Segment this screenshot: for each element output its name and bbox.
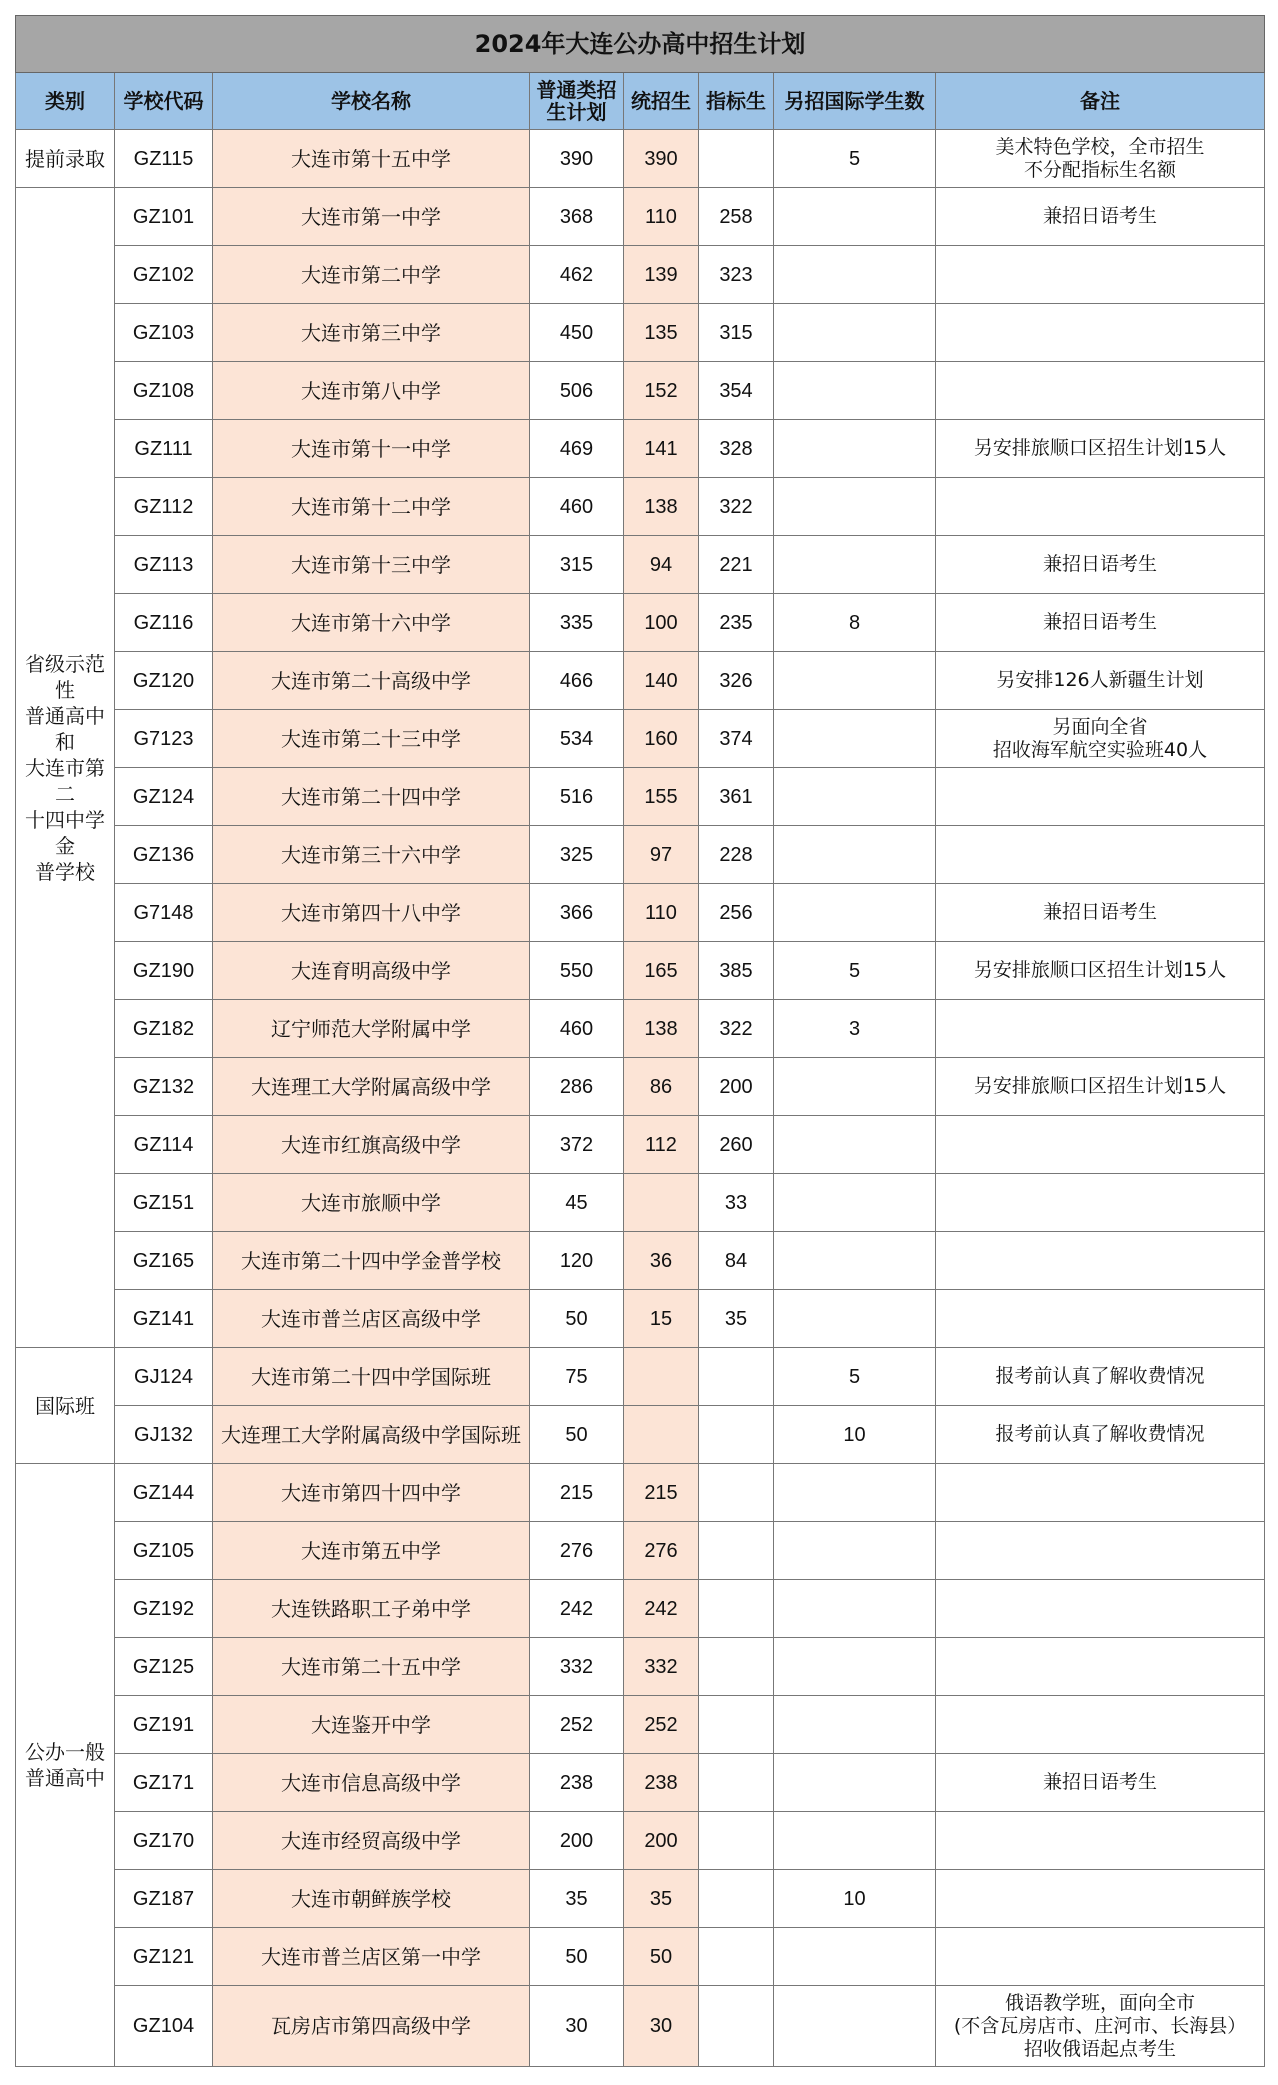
table-row <box>16 768 1265 826</box>
table-row <box>16 1928 1265 1986</box>
table-row <box>16 362 1265 420</box>
table-row <box>16 1754 1265 1812</box>
plan-count: 390 <box>530 130 624 188</box>
table-row <box>16 826 1265 884</box>
quota-count: 322 <box>699 1000 774 1058</box>
unified-count: 238 <box>624 1754 699 1812</box>
school-name: 大连市第十五中学 <box>213 130 530 188</box>
table-row <box>16 478 1265 536</box>
intl-count <box>774 1812 936 1870</box>
intl-count <box>774 1580 936 1638</box>
intl-count <box>774 1058 936 1116</box>
plan-count: 325 <box>530 826 624 884</box>
unified-count: 97 <box>624 826 699 884</box>
note <box>936 362 1265 420</box>
quota-count: 258 <box>699 188 774 246</box>
plan-count: 120 <box>530 1232 624 1290</box>
school-name: 瓦房店市第四高级中学 <box>213 1986 530 2067</box>
quota-count: 385 <box>699 942 774 1000</box>
school-name: 大连市普兰店区高级中学 <box>213 1290 530 1348</box>
unified-count: 152 <box>624 362 699 420</box>
header-code: 学校代码 <box>115 73 213 130</box>
school-name: 大连市普兰店区第一中学 <box>213 1928 530 1986</box>
plan-count: 276 <box>530 1522 624 1580</box>
school-name: 大连市第三中学 <box>213 304 530 362</box>
plan-count: 50 <box>530 1928 624 1986</box>
school-name: 大连市第二中学 <box>213 246 530 304</box>
school-name: 大连铁路职工子弟中学 <box>213 1580 530 1638</box>
header-quota: 指标生 <box>699 73 774 130</box>
intl-count <box>774 768 936 826</box>
school-code: GZ112 <box>115 478 213 536</box>
table-row <box>16 1638 1265 1696</box>
plan-count: 516 <box>530 768 624 826</box>
school-code: GZ190 <box>115 942 213 1000</box>
plan-count: 50 <box>530 1406 624 1464</box>
quota-count <box>699 1696 774 1754</box>
unified-count <box>624 1406 699 1464</box>
quota-count: 256 <box>699 884 774 942</box>
intl-count <box>774 478 936 536</box>
school-name: 大连市第二十四中学 <box>213 768 530 826</box>
plan-count: 460 <box>530 1000 624 1058</box>
school-code: GZ121 <box>115 1928 213 1986</box>
header-category: 类别 <box>16 73 115 130</box>
school-name: 大连市旅顺中学 <box>213 1174 530 1232</box>
intl-count <box>774 362 936 420</box>
unified-count: 36 <box>624 1232 699 1290</box>
plan-count: 534 <box>530 710 624 768</box>
school-name: 大连市第四十四中学 <box>213 1464 530 1522</box>
unified-count <box>624 1348 699 1406</box>
note: 另安排旅顺口区招生计划15人 <box>936 420 1265 478</box>
intl-count <box>774 1696 936 1754</box>
school-name: 大连理工大学附属高级中学国际班 <box>213 1406 530 1464</box>
table-row <box>16 710 1265 768</box>
school-code: GZ116 <box>115 594 213 652</box>
intl-count <box>774 1754 936 1812</box>
quota-count <box>699 1928 774 1986</box>
note: 俄语教学班，面向全市 (不含瓦房店市、庄河市、长海县） 招收俄语起点考生 <box>936 1986 1265 2067</box>
quota-count <box>699 1638 774 1696</box>
school-code: G7148 <box>115 884 213 942</box>
plan-count: 315 <box>530 536 624 594</box>
note: 美术特色学校，全市招生 不分配指标生名额 <box>936 130 1265 188</box>
school-code: GZ125 <box>115 1638 213 1696</box>
note <box>936 1116 1265 1174</box>
quota-count: 35 <box>699 1290 774 1348</box>
school-name: 大连市第八中学 <box>213 362 530 420</box>
school-code: GZ132 <box>115 1058 213 1116</box>
intl-count <box>774 1116 936 1174</box>
school-code: GZ113 <box>115 536 213 594</box>
school-code: GZ182 <box>115 1000 213 1058</box>
quota-count <box>699 1464 774 1522</box>
school-name: 大连市朝鲜族学校 <box>213 1870 530 1928</box>
quota-count <box>699 1580 774 1638</box>
intl-count: 10 <box>774 1406 936 1464</box>
intl-count: 3 <box>774 1000 936 1058</box>
school-code: GZ170 <box>115 1812 213 1870</box>
note: 报考前认真了解收费情况 <box>936 1348 1265 1406</box>
note <box>936 1638 1265 1696</box>
school-code: GZ141 <box>115 1290 213 1348</box>
header-unified: 统招生 <box>624 73 699 130</box>
table-row <box>16 1696 1265 1754</box>
note: 兼招日语考生 <box>936 188 1265 246</box>
unified-count: 252 <box>624 1696 699 1754</box>
quota-count <box>699 1348 774 1406</box>
school-name: 大连市第二十高级中学 <box>213 652 530 710</box>
unified-count <box>624 1174 699 1232</box>
unified-count: 276 <box>624 1522 699 1580</box>
quota-count: 322 <box>699 478 774 536</box>
intl-count <box>774 246 936 304</box>
intl-count <box>774 710 936 768</box>
note: 兼招日语考生 <box>936 594 1265 652</box>
plan-count: 460 <box>530 478 624 536</box>
note <box>936 1928 1265 1986</box>
table-row <box>16 1058 1265 1116</box>
unified-count: 141 <box>624 420 699 478</box>
school-name: 大连市第一中学 <box>213 188 530 246</box>
table-row <box>16 884 1265 942</box>
table-row <box>16 420 1265 478</box>
table-row <box>16 652 1265 710</box>
quota-count: 228 <box>699 826 774 884</box>
table-row <box>16 1174 1265 1232</box>
school-code: GZ191 <box>115 1696 213 1754</box>
quota-count: 326 <box>699 652 774 710</box>
note <box>936 1000 1265 1058</box>
intl-count <box>774 1986 936 2067</box>
intl-count: 8 <box>774 594 936 652</box>
quota-count: 323 <box>699 246 774 304</box>
school-code: GZ124 <box>115 768 213 826</box>
category-international: 国际班 <box>16 1348 115 1464</box>
quota-count: 354 <box>699 362 774 420</box>
quota-count: 260 <box>699 1116 774 1174</box>
plan-count: 372 <box>530 1116 624 1174</box>
school-name: 大连市第三十六中学 <box>213 826 530 884</box>
header-name: 学校名称 <box>213 73 530 130</box>
school-code: GZ136 <box>115 826 213 884</box>
note <box>936 1580 1265 1638</box>
quota-count: 328 <box>699 420 774 478</box>
intl-count <box>774 652 936 710</box>
intl-count <box>774 304 936 362</box>
unified-count: 138 <box>624 478 699 536</box>
quota-count: 374 <box>699 710 774 768</box>
school-code: GZ171 <box>115 1754 213 1812</box>
note <box>936 1870 1265 1928</box>
plan-count: 462 <box>530 246 624 304</box>
quota-count: 235 <box>699 594 774 652</box>
plan-count: 215 <box>530 1464 624 1522</box>
intl-count: 10 <box>774 1870 936 1928</box>
note <box>936 304 1265 362</box>
unified-count: 332 <box>624 1638 699 1696</box>
school-name: 大连市第十三中学 <box>213 536 530 594</box>
school-name: 大连市第四十八中学 <box>213 884 530 942</box>
plan-count: 506 <box>530 362 624 420</box>
intl-count <box>774 188 936 246</box>
intl-count <box>774 1232 936 1290</box>
plan-count: 286 <box>530 1058 624 1116</box>
intl-count <box>774 1290 936 1348</box>
plan-count: 469 <box>530 420 624 478</box>
table-title: 2024年大连公办高中招生计划 <box>16 16 1265 73</box>
note <box>936 1464 1265 1522</box>
plan-count: 368 <box>530 188 624 246</box>
school-name: 大连市信息高级中学 <box>213 1754 530 1812</box>
plan-count: 335 <box>530 594 624 652</box>
school-code: GZ103 <box>115 304 213 362</box>
unified-count: 140 <box>624 652 699 710</box>
quota-count: 200 <box>699 1058 774 1116</box>
note <box>936 1232 1265 1290</box>
quota-count <box>699 1754 774 1812</box>
plan-count: 45 <box>530 1174 624 1232</box>
category-early: 提前录取 <box>16 130 115 188</box>
unified-count: 110 <box>624 188 699 246</box>
unified-count: 138 <box>624 1000 699 1058</box>
note: 另面向全省 招收海军航空实验班40人 <box>936 710 1265 768</box>
quota-count: 361 <box>699 768 774 826</box>
intl-count <box>774 420 936 478</box>
unified-count: 30 <box>624 1986 699 2067</box>
school-code: GZ104 <box>115 1986 213 2067</box>
unified-count: 110 <box>624 884 699 942</box>
category-general: 公办一般 普通高中 <box>16 1464 115 2067</box>
quota-count <box>699 1812 774 1870</box>
note <box>936 246 1265 304</box>
school-code: GZ151 <box>115 1174 213 1232</box>
unified-count: 165 <box>624 942 699 1000</box>
school-name: 大连市经贸高级中学 <box>213 1812 530 1870</box>
table-row <box>16 942 1265 1000</box>
intl-count: 5 <box>774 942 936 1000</box>
note <box>936 1174 1265 1232</box>
unified-count: 112 <box>624 1116 699 1174</box>
school-name: 大连市第二十四中学金普学校 <box>213 1232 530 1290</box>
table-row <box>16 188 1265 246</box>
note <box>936 478 1265 536</box>
school-name: 大连鉴开中学 <box>213 1696 530 1754</box>
table-row <box>16 1522 1265 1580</box>
unified-count: 160 <box>624 710 699 768</box>
school-name: 大连市第十一中学 <box>213 420 530 478</box>
intl-count <box>774 1928 936 1986</box>
enrollment-table <box>15 15 1265 2067</box>
quota-count: 221 <box>699 536 774 594</box>
plan-count: 35 <box>530 1870 624 1928</box>
table-row <box>16 246 1265 304</box>
unified-count: 86 <box>624 1058 699 1116</box>
plan-count: 550 <box>530 942 624 1000</box>
intl-count <box>774 1464 936 1522</box>
quota-count: 33 <box>699 1174 774 1232</box>
intl-count <box>774 1174 936 1232</box>
table-row <box>16 1464 1265 1522</box>
school-code: GZ102 <box>115 246 213 304</box>
note <box>936 1696 1265 1754</box>
plan-count: 466 <box>530 652 624 710</box>
school-code: GZ115 <box>115 130 213 188</box>
plan-count: 242 <box>530 1580 624 1638</box>
table-row <box>16 1290 1265 1348</box>
school-code: GZ105 <box>115 1522 213 1580</box>
plan-count: 332 <box>530 1638 624 1696</box>
quota-count: 315 <box>699 304 774 362</box>
quota-count: 84 <box>699 1232 774 1290</box>
unified-count: 200 <box>624 1812 699 1870</box>
note <box>936 826 1265 884</box>
unified-count: 155 <box>624 768 699 826</box>
plan-count: 252 <box>530 1696 624 1754</box>
table-row <box>16 1870 1265 1928</box>
quota-count <box>699 1522 774 1580</box>
table-row <box>16 536 1265 594</box>
unified-count: 100 <box>624 594 699 652</box>
quota-count <box>699 1986 774 2067</box>
unified-count: 35 <box>624 1870 699 1928</box>
quota-count <box>699 130 774 188</box>
unified-count: 390 <box>624 130 699 188</box>
unified-count: 135 <box>624 304 699 362</box>
note <box>936 768 1265 826</box>
table-row <box>16 1116 1265 1174</box>
header-intl: 另招国际学生数 <box>774 73 936 130</box>
header-plan: 普通类招生计划 <box>530 73 624 130</box>
school-name: 大连市第二十四中学国际班 <box>213 1348 530 1406</box>
intl-count <box>774 1638 936 1696</box>
school-name: 大连市第五中学 <box>213 1522 530 1580</box>
plan-count: 30 <box>530 1986 624 2067</box>
table-row <box>16 1812 1265 1870</box>
intl-count: 5 <box>774 130 936 188</box>
table-row <box>16 1348 1265 1406</box>
note <box>936 1522 1265 1580</box>
category-provincial: 省级示范性 普通高中和 大连市第二 十四中学金 普学校 <box>16 188 115 1348</box>
note <box>936 1290 1265 1348</box>
school-code: GZ192 <box>115 1580 213 1638</box>
school-name: 大连理工大学附属高级中学 <box>213 1058 530 1116</box>
school-code: GZ120 <box>115 652 213 710</box>
unified-count: 242 <box>624 1580 699 1638</box>
school-code: GZ114 <box>115 1116 213 1174</box>
table-row <box>16 130 1265 188</box>
school-code: GZ187 <box>115 1870 213 1928</box>
table-row <box>16 1986 1265 2067</box>
school-code: GZ108 <box>115 362 213 420</box>
school-code: GZ165 <box>115 1232 213 1290</box>
plan-count: 450 <box>530 304 624 362</box>
unified-count: 215 <box>624 1464 699 1522</box>
note: 兼招日语考生 <box>936 1754 1265 1812</box>
table-row <box>16 1580 1265 1638</box>
table-row <box>16 1000 1265 1058</box>
unified-count: 139 <box>624 246 699 304</box>
note: 报考前认真了解收费情况 <box>936 1406 1265 1464</box>
table-row <box>16 1406 1265 1464</box>
plan-count: 200 <box>530 1812 624 1870</box>
intl-count <box>774 536 936 594</box>
school-name: 大连市第二十三中学 <box>213 710 530 768</box>
school-name: 大连市红旗高级中学 <box>213 1116 530 1174</box>
note: 另安排126人新疆生计划 <box>936 652 1265 710</box>
note <box>936 1812 1265 1870</box>
school-code: GZ111 <box>115 420 213 478</box>
note: 另安排旅顺口区招生计划15人 <box>936 1058 1265 1116</box>
table-row <box>16 304 1265 362</box>
school-name: 辽宁师范大学附属中学 <box>213 1000 530 1058</box>
school-code: G7123 <box>115 710 213 768</box>
plan-count: 75 <box>530 1348 624 1406</box>
school-name: 大连市第十六中学 <box>213 594 530 652</box>
intl-count <box>774 1522 936 1580</box>
note: 另安排旅顺口区招生计划15人 <box>936 942 1265 1000</box>
school-code: GZ101 <box>115 188 213 246</box>
school-name: 大连市第二十五中学 <box>213 1638 530 1696</box>
unified-count: 94 <box>624 536 699 594</box>
plan-count: 238 <box>530 1754 624 1812</box>
school-code: GJ124 <box>115 1348 213 1406</box>
intl-count <box>774 884 936 942</box>
header-note: 备注 <box>936 73 1265 130</box>
spreadsheet <box>15 15 1264 2067</box>
school-name: 大连育明高级中学 <box>213 942 530 1000</box>
school-name: 大连市第十二中学 <box>213 478 530 536</box>
note: 兼招日语考生 <box>936 884 1265 942</box>
intl-count <box>774 826 936 884</box>
note: 兼招日语考生 <box>936 536 1265 594</box>
school-code: GJ132 <box>115 1406 213 1464</box>
quota-count <box>699 1870 774 1928</box>
unified-count: 50 <box>624 1928 699 1986</box>
table-row <box>16 594 1265 652</box>
table-row <box>16 1232 1265 1290</box>
plan-count: 366 <box>530 884 624 942</box>
quota-count <box>699 1406 774 1464</box>
plan-count: 50 <box>530 1290 624 1348</box>
intl-count: 5 <box>774 1348 936 1406</box>
unified-count: 15 <box>624 1290 699 1348</box>
school-code: GZ144 <box>115 1464 213 1522</box>
